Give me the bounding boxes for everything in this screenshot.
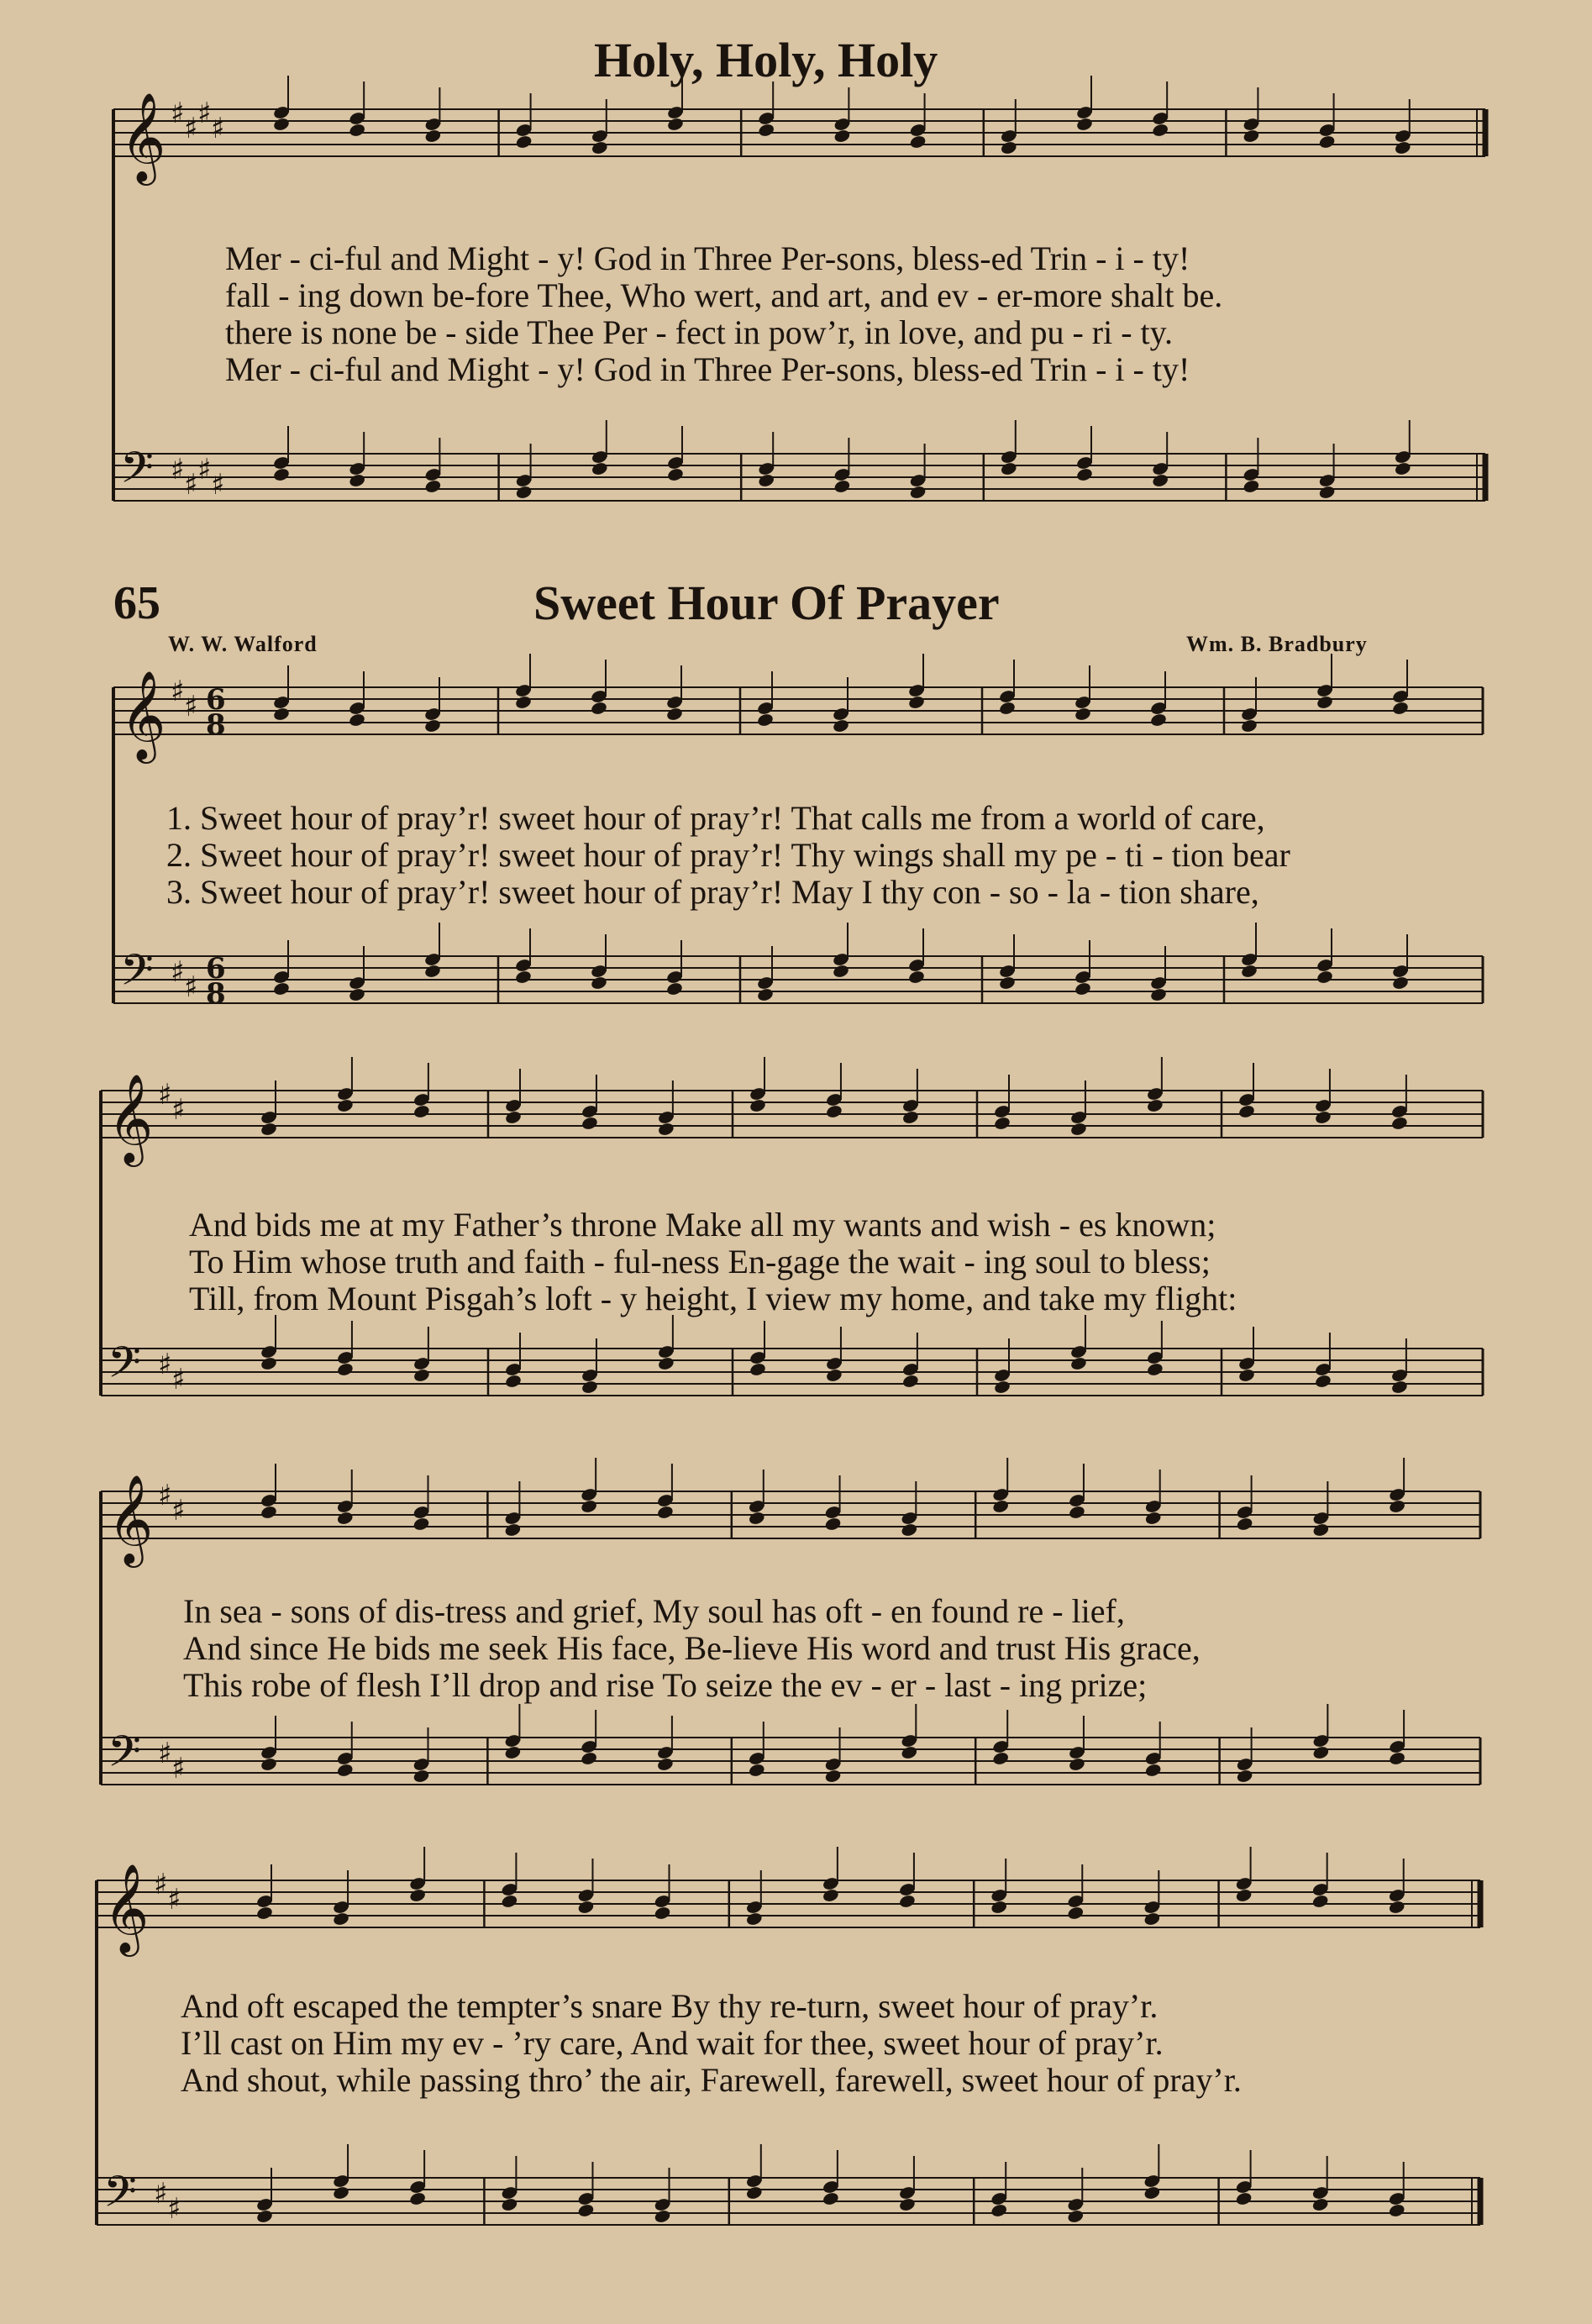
note-head: [909, 485, 927, 500]
note-head: [1068, 1505, 1085, 1520]
sharp-icon: ♯: [184, 112, 198, 145]
note-head: [1316, 695, 1333, 710]
note-head: [504, 1522, 522, 1538]
note-head: [1149, 987, 1167, 1002]
note-head: [591, 461, 608, 476]
note-head: [654, 1906, 671, 1921]
note-head: [1394, 461, 1411, 476]
author-credit: W. W. Walford: [168, 632, 318, 656]
note-head: [408, 2191, 426, 2206]
note-head: [515, 134, 533, 150]
note-head: [260, 1505, 277, 1520]
note-head: [1069, 1356, 1087, 1371]
note-head: [656, 1757, 674, 1772]
note-head: [654, 2209, 671, 2224]
note-head: [825, 1368, 843, 1383]
note-head: [580, 1751, 597, 1766]
note-head: [833, 479, 851, 494]
note-head: [1067, 2209, 1085, 2224]
verse-line-s4-v2: I’ll cast on Him my ev - ’ry care, And wait for thee, sweet hour of pray’r.: [181, 2024, 1164, 2062]
note-head: [749, 1098, 766, 1113]
hymn-title-holy: Holy, Holy, Holy: [594, 33, 938, 87]
note-head: [1074, 707, 1091, 722]
note-head: [1068, 1757, 1085, 1772]
note-head: [998, 975, 1016, 991]
note-head: [990, 1900, 1008, 1915]
note-head: [1000, 461, 1017, 476]
note-head: [255, 2209, 273, 2224]
note-head: [1388, 2203, 1405, 2218]
note-head: [1314, 1374, 1332, 1389]
verse-line-s3-v2: And since He bids me seek His face, Be-lieve His word and trust His grace,: [183, 1629, 1201, 1667]
verse-line-s3-v3: This robe of flesh I’ll drop and rise To seize the ev - er - last - ing prize;: [183, 1666, 1148, 1704]
verse-line-s2-v3: Till, from Mount Pisgah’s loft - y height, I view my home, and take my flight:: [189, 1280, 1237, 1317]
bass-clef-icon: 𝄢: [103, 2166, 137, 2227]
treble-clef-icon: 𝄞: [108, 1474, 154, 1564]
note-head: [901, 1745, 918, 1760]
note-head: [992, 1751, 1010, 1766]
note-head: [1318, 134, 1336, 150]
note-head: [255, 1906, 273, 1921]
note-head: [748, 1511, 765, 1526]
note-head: [412, 1104, 430, 1119]
note-head: [504, 1110, 522, 1125]
hymn-title-sweet-hour: Sweet Hour Of Prayer: [533, 576, 1000, 630]
sharp-icon: ♯: [167, 1883, 181, 1917]
note-head: [666, 117, 684, 132]
treble-clef-icon: 𝄞: [103, 1863, 150, 1953]
note-head: [898, 2197, 916, 2212]
hymn1-lyric-line-3: there is none be - side Thee Per - fect in pow’r, in love, and pu - ri - ty.: [225, 313, 1174, 351]
sharp-icon: ♯: [197, 453, 212, 486]
note-head: [260, 1356, 277, 1371]
note-head: [260, 1757, 277, 1772]
note-head: [745, 2185, 763, 2200]
note-head: [272, 707, 290, 722]
note-head: [504, 1374, 522, 1389]
note-head: [1240, 718, 1258, 733]
note-head: [665, 981, 683, 996]
verse-line-s1-v3: 3. Sweet hour of pray’r! sweet hour of pray’r! May I thy con - so - la - tion share,: [166, 873, 1259, 911]
note-head: [1311, 2197, 1329, 2212]
note-head: [1237, 1368, 1255, 1383]
note-head: [901, 1110, 919, 1125]
note-head: [1312, 1522, 1330, 1538]
sharp-icon: ♯: [184, 690, 198, 723]
note-head: [998, 701, 1016, 716]
note-head: [501, 2197, 518, 2212]
note-head: [822, 1888, 839, 1903]
note-head: [336, 1362, 354, 1377]
note-head: [901, 1374, 919, 1389]
note-head: [758, 123, 775, 138]
note-head: [1144, 1763, 1162, 1778]
note-head: [348, 987, 365, 1002]
note-head: [657, 1356, 675, 1371]
note-head: [1236, 1769, 1253, 1784]
verse-line-s2-v1: And bids me at my Father’s throne Make all my wants and wish - es known;: [189, 1206, 1216, 1243]
note-head: [825, 1104, 843, 1119]
note-head: [577, 1900, 595, 1915]
note-head: [1388, 1900, 1405, 1915]
verse-line-s2-v2: To Him whose truth and faith - ful-ness En-gage the wait - ing soul to bless;: [189, 1243, 1211, 1280]
note-head: [1312, 1745, 1330, 1760]
note-head: [590, 701, 607, 716]
note-head: [412, 1769, 430, 1784]
sharp-icon: ♯: [197, 97, 212, 130]
note-head: [1067, 1906, 1085, 1921]
note-head: [758, 473, 775, 488]
note-head: [1235, 1888, 1253, 1903]
bass-clef-icon: 𝄢: [120, 442, 154, 503]
note-head: [272, 467, 290, 482]
note-head: [992, 1499, 1010, 1514]
note-head: [1391, 975, 1409, 991]
sharp-icon: ♯: [158, 1737, 172, 1770]
sharp-icon: ♯: [171, 955, 185, 989]
bass-clef-icon: 𝄢: [120, 944, 154, 1006]
sharp-icon: ♯: [167, 2192, 181, 2226]
bass-clef-icon: 𝄢: [108, 1337, 141, 1398]
sharp-icon: ♯: [211, 468, 225, 502]
note-head: [349, 473, 366, 488]
hymn1-lyric-line-4: Mer - ci-ful and Might - y! God in Three Per-sons, bless-ed Trin - i - ty!: [225, 350, 1190, 388]
note-head: [1075, 467, 1093, 482]
note-head: [1390, 1116, 1408, 1131]
note-head: [748, 1763, 765, 1778]
note-head: [824, 1517, 842, 1532]
note-head: [657, 1122, 675, 1137]
note-head: [1235, 2191, 1253, 2206]
note-head: [1146, 1098, 1164, 1113]
note-head: [1316, 970, 1333, 985]
note-head: [423, 964, 441, 979]
note-head: [424, 479, 442, 494]
note-head: [1149, 712, 1167, 728]
note-head: [993, 1116, 1011, 1131]
sharp-icon: ♯: [158, 1348, 172, 1381]
note-head: [832, 964, 849, 979]
sharp-icon: ♯: [171, 1363, 186, 1396]
note-head: [590, 975, 607, 991]
note-head: [993, 1380, 1011, 1395]
sharp-icon: ♯: [184, 468, 198, 502]
note-head: [272, 981, 290, 996]
note-head: [332, 1911, 349, 1927]
note-head: [1243, 129, 1260, 144]
sharp-icon: ♯: [211, 112, 225, 145]
sharp-icon: ♯: [184, 970, 198, 1004]
verse-line-s4-v3: And shout, while passing thro’ the air, Farewell, farewell, sweet hour of pray’r.: [181, 2061, 1242, 2099]
note-head: [1069, 1122, 1087, 1137]
note-head: [515, 485, 533, 500]
note-head: [580, 1499, 597, 1514]
note-head: [1143, 1911, 1161, 1927]
note-head: [514, 695, 532, 710]
note-head: [348, 712, 365, 728]
note-head: [756, 987, 774, 1002]
composer-credit: Wm. B. Bradbury: [1186, 632, 1368, 656]
sharp-icon: ♯: [154, 1868, 168, 1901]
note-head: [1000, 140, 1017, 155]
bass-clef-icon: 𝄢: [108, 1726, 141, 1787]
note-head: [423, 718, 441, 733]
note-head: [1388, 1751, 1405, 1766]
time-signature-bottom: 8: [206, 708, 226, 742]
sharp-icon: ♯: [171, 453, 185, 486]
note-head: [1394, 140, 1411, 155]
note-head: [272, 117, 290, 132]
time-signature-top: 6: [206, 952, 226, 986]
note-head: [990, 2203, 1008, 2218]
note-head: [260, 1122, 277, 1137]
note-head: [1074, 981, 1091, 996]
note-head: [1391, 701, 1409, 716]
note-head: [1388, 1499, 1405, 1514]
note-head: [898, 1894, 916, 1909]
hymn1-lyric-line-1: Mer - ci-ful and Might - y! God in Three Per-sons, bless-ed Trin - i - ty!: [225, 239, 1190, 277]
note-head: [412, 1517, 430, 1532]
note-head: [907, 695, 925, 710]
note-head: [581, 1380, 598, 1395]
sharp-icon: ♯: [171, 1093, 186, 1127]
note-head: [514, 970, 532, 985]
sharp-icon: ♯: [154, 2177, 168, 2211]
note-head: [1146, 1362, 1164, 1377]
note-head: [504, 1745, 522, 1760]
note-head: [822, 2191, 839, 2206]
verse-line-s4-v1: And oft escaped the tempter’s snare By thy re-turn, sweet hour of pray’r.: [181, 1987, 1159, 2025]
note-head: [336, 1763, 354, 1778]
note-head: [408, 1888, 426, 1903]
verse-line-s3-v1: In sea - sons of dis-tress and grief, My soul has oft - en found re - lief,: [183, 1592, 1125, 1630]
note-head: [424, 129, 442, 144]
note-head: [1314, 1110, 1332, 1125]
note-head: [1143, 2185, 1161, 2200]
note-head: [581, 1116, 598, 1131]
hymn1-lyric-line-2: fall - ing down be-fore Thee, Who wert, and art, and ev - er-more shalt be.: [225, 276, 1223, 314]
note-head: [1237, 1104, 1255, 1119]
note-head: [591, 140, 608, 155]
note-head: [901, 1522, 918, 1538]
note-head: [336, 1511, 354, 1526]
verse-line-s1-v2: 2. Sweet hour of pray’r! sweet hour of pray’r! Thy wings shall my pe - ti - tion bear: [166, 836, 1290, 874]
note-head: [1075, 117, 1093, 132]
note-head: [1240, 964, 1258, 979]
note-head: [666, 467, 684, 482]
treble-clef-icon: 𝄞: [120, 92, 166, 181]
note-head: [656, 1505, 674, 1520]
note-head: [745, 1911, 763, 1927]
note-head: [1243, 479, 1260, 494]
time-signature-top: 6: [206, 683, 226, 717]
note-head: [907, 970, 925, 985]
sharp-icon: ♯: [171, 1494, 186, 1527]
note-head: [412, 1368, 430, 1383]
note-head: [336, 1098, 354, 1113]
hymn-number: 65: [113, 577, 160, 629]
note-head: [665, 707, 683, 722]
note-head: [1144, 1511, 1162, 1526]
time-signature-bottom: 8: [206, 977, 226, 1011]
note-head: [501, 1894, 518, 1909]
note-head: [824, 1769, 842, 1784]
note-head: [832, 718, 849, 733]
note-head: [1151, 473, 1169, 488]
note-head: [909, 134, 927, 150]
verse-line-s1-v1: 1. Sweet hour of pray’r! sweet hour of pray’r! That calls me from a world of care,: [166, 799, 1265, 837]
sharp-icon: ♯: [158, 1078, 172, 1112]
note-head: [1390, 1380, 1408, 1395]
note-head: [1151, 123, 1169, 138]
note-head: [756, 712, 774, 728]
treble-clef-icon: 𝄞: [108, 1073, 154, 1163]
note-head: [749, 1362, 766, 1377]
sharp-icon: ♯: [158, 1479, 172, 1512]
sharp-icon: ♯: [171, 675, 185, 708]
note-head: [833, 129, 851, 144]
note-head: [349, 123, 366, 138]
note-head: [1311, 1894, 1329, 1909]
note-head: [1318, 485, 1336, 500]
sharp-icon: ♯: [171, 97, 185, 130]
sharp-icon: ♯: [171, 1752, 186, 1785]
note-head: [1236, 1517, 1253, 1532]
note-head: [332, 2185, 349, 2200]
note-head: [577, 2203, 595, 2218]
treble-clef-icon: 𝄞: [120, 670, 166, 760]
